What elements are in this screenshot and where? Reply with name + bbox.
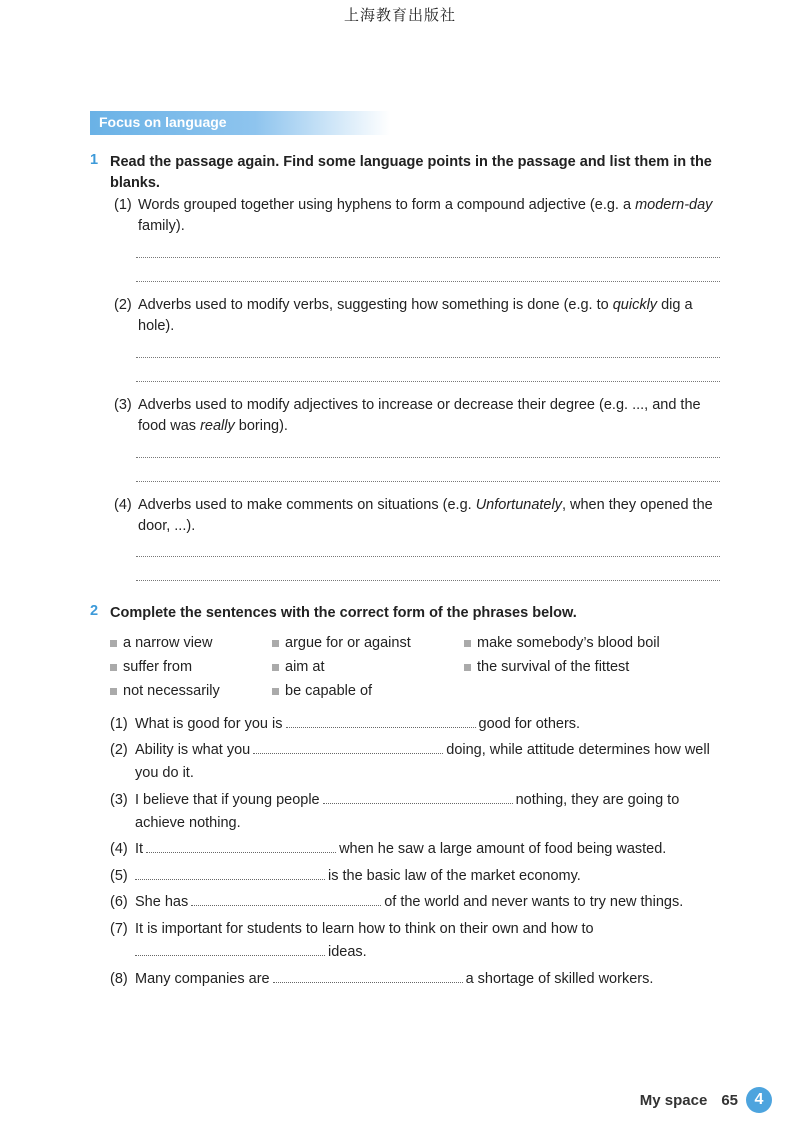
answer-blank[interactable] xyxy=(253,739,443,754)
answer-line[interactable] xyxy=(136,357,720,358)
bullet-square-icon xyxy=(464,640,471,647)
question-number: 2 xyxy=(90,603,99,619)
sentence-number: (2) xyxy=(110,742,128,758)
page-number: 65 xyxy=(721,1091,738,1109)
sentence-number: (4) xyxy=(110,841,128,857)
bullet-square-icon xyxy=(110,688,117,695)
section-banner xyxy=(90,111,390,135)
answer-blank[interactable] xyxy=(146,838,336,853)
item-number: (4) xyxy=(114,497,132,513)
question-number: 1 xyxy=(90,152,99,168)
answer-line[interactable] xyxy=(136,457,720,458)
bullet-square-icon xyxy=(110,664,117,671)
item-text: Adverbs used to modify verbs, suggesting how something is done (e.g. to quickly dig a hole). xyxy=(138,297,693,334)
phrase-item: aim at xyxy=(272,659,325,675)
answer-blank[interactable] xyxy=(191,891,381,906)
footer-label: My space xyxy=(639,1091,708,1109)
item-number: (3) xyxy=(114,397,132,413)
phrase-item: make somebody’s blood boil xyxy=(464,635,660,651)
page-footer xyxy=(640,1087,772,1113)
publisher-name: 上海教育出版社 xyxy=(343,6,456,24)
bullet-square-icon xyxy=(272,664,279,671)
answer-blank[interactable] xyxy=(286,713,476,728)
item-text: Words grouped together using hyphens to form a compound adjective (e.g. a modern-day family). xyxy=(138,197,713,234)
answer-blank[interactable] xyxy=(323,789,513,804)
bullet-square-icon xyxy=(464,664,471,671)
answer-blank[interactable] xyxy=(135,865,325,880)
phrase-item: be capable of xyxy=(272,683,372,699)
item-number: (1) xyxy=(114,197,132,213)
answer-line[interactable] xyxy=(136,481,720,482)
answer-blank[interactable] xyxy=(135,941,325,956)
section-title: Focus on language xyxy=(99,114,227,130)
sentence-number: (1) xyxy=(110,716,128,732)
unit-badge: 4 xyxy=(746,1087,772,1113)
question-instruction: Read the passage again. Find some language points in the passage and list them in the blanks. xyxy=(110,154,712,191)
answer-line[interactable] xyxy=(136,381,720,382)
bullet-square-icon xyxy=(110,640,117,647)
phrase-item: a narrow view xyxy=(110,635,212,651)
answer-line[interactable] xyxy=(136,257,720,258)
phrase-item: the survival of the fittest xyxy=(464,659,629,675)
answer-line[interactable] xyxy=(136,281,720,282)
sentence-number: (7) xyxy=(110,921,128,937)
question-instruction: Complete the sentences with the correct form of the phrases below. xyxy=(110,605,577,621)
phrase-item: argue for or against xyxy=(272,635,411,651)
phrase-item: not necessarily xyxy=(110,683,220,699)
bullet-square-icon xyxy=(272,688,279,695)
answer-line[interactable] xyxy=(136,556,720,557)
bullet-square-icon xyxy=(272,640,279,647)
sentence-number: (8) xyxy=(110,971,128,987)
item-number: (2) xyxy=(114,297,132,313)
item-text: Adverbs used to make comments on situations (e.g. Unfortunately, when they opened the door, ...). xyxy=(138,497,713,534)
sentence-number: (5) xyxy=(110,868,128,884)
answer-line[interactable] xyxy=(136,580,720,581)
item-text: Adverbs used to modify adjectives to increase or decrease their degree (e.g. ..., and the food was really boring). xyxy=(138,397,701,434)
sentence-number: (3) xyxy=(110,792,128,808)
phrase-item: suffer from xyxy=(110,659,192,675)
sentence-number: (6) xyxy=(110,894,128,910)
answer-blank[interactable] xyxy=(273,968,463,983)
